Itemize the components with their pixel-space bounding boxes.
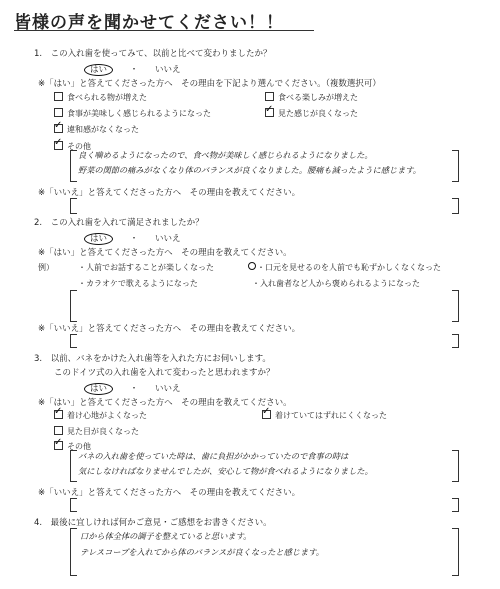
q4-bracket-right: [452, 528, 459, 576]
q3-answer-row: [84, 382, 180, 394]
q3-question: 3. 以前、バネをかけた入れ歯等を入れた方にお伺いします。: [34, 354, 271, 364]
q2-example-1: ・人前でお話することが楽しくなった: [78, 263, 214, 272]
q4-bracket-left: [70, 528, 77, 576]
q2-question: 2. この入れ歯を入れて満足されましたか？: [34, 218, 204, 228]
q1-yes-prompt: ※「はい」と答えてくださった方へ その理由を下記より選んでください。（複数選択可）: [38, 79, 381, 89]
q2-example-2: ・口元を見せるのを人前でも恥ずかしくなくなった: [248, 262, 441, 273]
q1-other-bracket-right: [452, 150, 459, 182]
q3-yes-circled[interactable]: はい: [84, 383, 113, 395]
q4-answer-line2: テレスコープを入れてから体のバランスが良くなったと感じます。: [80, 547, 324, 557]
q3-no-prompt: ※「いいえ」と答えてくださった方へ その理由を教えてください。: [38, 488, 301, 498]
q3-other-answer-line2: 気にしなければなりませんでしたが、安心して物が食べれるようになりました。: [78, 466, 373, 476]
q3-question2: このドイツ式の入れ歯を入れて変わったと思われますか？: [54, 368, 275, 378]
q2-no-bracket-left: [70, 334, 77, 348]
q4-question: 4. 最後に宜しければ何かご意見・ご感想をお書きください。: [34, 518, 272, 528]
checked-checkbox-icon[interactable]: [262, 410, 271, 419]
q2-example-4: ・入れ歯者など人から褒められるようになった: [252, 279, 420, 288]
q1-other-answer-line1: 良く噛めるようになったので、食べ物が美味しく感じられるようになりました。: [78, 150, 373, 160]
q2-no[interactable]: いいえ: [154, 234, 181, 244]
q3-no-bracket-left: [70, 498, 77, 512]
checked-checkbox-icon[interactable]: [265, 108, 274, 117]
checkbox-icon[interactable]: [54, 426, 63, 435]
q2-answer-bracket-right: [452, 290, 459, 322]
q1-answer-row: [84, 63, 180, 75]
q3-other-bracket-left: [70, 450, 77, 482]
q1-separator: ・: [129, 65, 139, 75]
q1-no-bracket-left: [70, 198, 77, 214]
checked-checkbox-icon[interactable]: [54, 410, 63, 419]
q1-other-bracket-left: [70, 150, 77, 182]
q3-option-3[interactable]: 見た目が良くなった: [54, 426, 139, 437]
q4-answer-line1: 口から体全体の調子を整えていると思います。: [80, 531, 252, 541]
q2-yes-prompt: ※「はい」と答えてくださった方へ その理由を教えてください。: [38, 248, 292, 258]
q2-no-prompt: ※「いいえ」と答えてくださった方へ その理由を教えてください。: [38, 324, 301, 334]
q1-option-4[interactable]: ✓ 見た感じが良くなった: [265, 108, 358, 119]
checked-checkbox-icon[interactable]: [54, 141, 63, 150]
q2-answer-row: [84, 232, 180, 244]
q3-other-answer-line1: バネの入れ歯を使っていた時は、歯に負担がかかっていたので食事の時は: [78, 451, 349, 461]
q2-no-bracket-right: [452, 334, 459, 348]
q1-yes-circled[interactable]: はい: [84, 64, 113, 76]
q1-no-prompt: ※「いいえ」と答えてくださった方へ その理由を教えてください。: [38, 188, 301, 198]
q1-option-5[interactable]: ✓違和感がなくなった: [54, 124, 139, 135]
q2-example-3: ・カラオケで歌えるようになった: [78, 279, 198, 288]
checkbox-icon[interactable]: [54, 92, 63, 101]
q3-separator: ・: [129, 384, 139, 394]
q1-option-other[interactable]: ✓その他: [54, 141, 91, 152]
checkbox-icon[interactable]: [54, 108, 63, 117]
q1-no[interactable]: いいえ: [154, 65, 181, 75]
q1-other-answer-line2: 野菜の関節の痛みがなくなり体のバランスが良くなりました。腰痛も減ったように感じます。: [78, 165, 421, 175]
q1-question: 1. この入れ歯を使ってみて、以前と比べて変わりましたか？: [34, 49, 272, 59]
q3-yes-prompt: ※「はい」と答えてくださった方へ その理由を教えてください。: [38, 398, 292, 408]
q2-yes-circled[interactable]: はい: [84, 233, 113, 245]
q2-example-label: 例）: [38, 263, 54, 272]
q1-option-3[interactable]: 食事が美味しく感じられるようになった: [54, 108, 211, 119]
q2-answer-bracket-left: [70, 290, 77, 322]
checked-checkbox-icon[interactable]: [54, 124, 63, 133]
q3-no-bracket-right: [452, 498, 459, 512]
q1-option-2[interactable]: 食べる楽しみが増えた: [265, 92, 358, 103]
page-title: 皆様の声を聞かせてください！！: [14, 13, 284, 33]
q3-other-bracket-right: [452, 450, 459, 482]
checkbox-icon[interactable]: [265, 92, 274, 101]
checked-checkbox-icon[interactable]: [54, 441, 63, 450]
title-underline: [14, 30, 314, 31]
q3-option-other[interactable]: ✓その他: [54, 441, 91, 452]
circle-mark-icon: [248, 262, 256, 270]
q3-option-1[interactable]: ✓着け心地がよくなった: [54, 410, 147, 421]
q3-no[interactable]: いいえ: [154, 384, 181, 394]
q3-option-2[interactable]: ✓ 着けていてはずれにくくなった: [262, 410, 387, 421]
q2-separator: ・: [129, 234, 139, 244]
q1-option-1[interactable]: 食べられる物が増えた: [54, 92, 147, 103]
q1-no-bracket-right: [452, 198, 459, 214]
